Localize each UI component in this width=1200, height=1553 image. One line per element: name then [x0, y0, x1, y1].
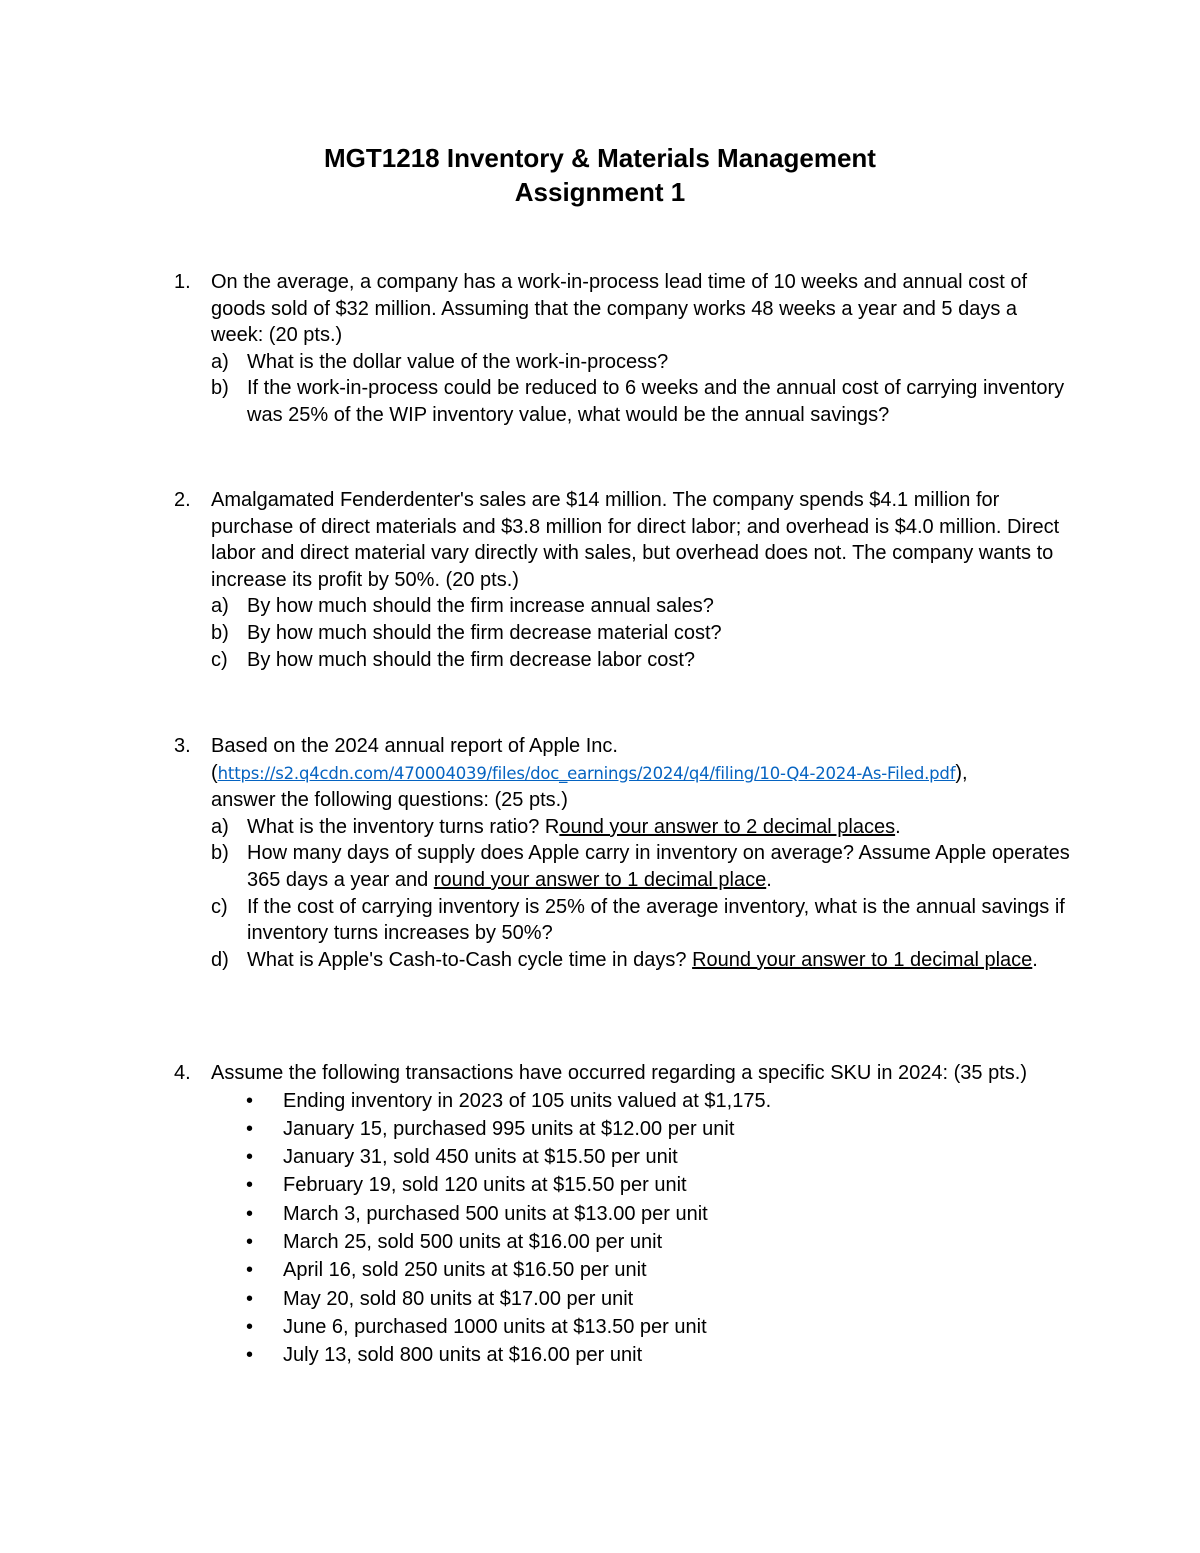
transaction-text: July 13, sold 800 units at $16.00 per unit — [283, 1344, 643, 1367]
sub-question-text: What is the inventory turns ratio? R — [247, 815, 560, 838]
transaction-item — [211, 1115, 1074, 1143]
sub-question-b — [211, 620, 1074, 647]
question-number: 3. — [174, 735, 191, 757]
sub-question-text: By how much should the firm decrease labor cost? — [247, 648, 695, 671]
question-text: On the average, a company has a work-in-process lead time of 10 weeks and annual cost of goods sold of $32 million. Assuming that the company works 48 weeks a year and 5 days a week: (20 pts.) — [211, 271, 1028, 347]
question-1 — [174, 269, 1074, 429]
transaction-item — [211, 1313, 1074, 1341]
sub-question-a — [211, 814, 1074, 841]
transaction-text: February 19, sold 120 units at $15.50 per unit — [283, 1174, 687, 1197]
bullet-point: • — [246, 1259, 254, 1282]
transaction-text: January 15, purchased 995 units at $12.00 per unit — [283, 1117, 735, 1140]
question-number: 4. — [174, 1062, 191, 1084]
question-text: Amalgamated Fenderdenter's sales are $14 million. The company spends $4.1 million for purchase of direct materials and $3.8 million for direct labor; and overhead is $4.0 million. Direct labor and direct material vary directly with sales, but overhead does not. The company wants to increase its profit by 50%. (20 pts.) — [211, 489, 1060, 591]
sub-question-text: By how much should the firm decrease material cost? — [247, 621, 722, 644]
document-title: MGT1218 Inventory & Materials Management — [324, 143, 876, 173]
sub-question-label: a) — [211, 815, 229, 838]
underlined-instruction: Round your answer to 1 decimal place — [692, 948, 1033, 971]
sub-question-label: b) — [211, 621, 229, 644]
annual-report-link[interactable]: https://s2.q4cdn.com/470004039/files/doc_earnings/2024/q4/filing/10-Q4-2024-As-Filed.pdf — [217, 763, 956, 783]
report-link-line — [211, 760, 1074, 788]
transaction-item — [211, 1143, 1074, 1171]
question-text: Based on the 2024 annual report of Apple Inc. — [211, 735, 618, 757]
question-3 — [174, 733, 1074, 973]
bullet-point: • — [246, 1315, 254, 1338]
sub-question-text: By how much should the firm increase annual sales? — [247, 595, 714, 618]
transaction-text: Ending inventory in 2023 of 105 units valued at $1,175. — [283, 1089, 772, 1112]
sub-question-text: If the cost of carrying inventory is 25% of the average inventory, what is the annual savings if inventory turns increases by 50%? — [247, 895, 1065, 945]
sub-question-text: If the work-in-process could be reduced to 6 weeks and the annual cost of carrying inventory was 25% of the WIP inventory value, what would be the annual savings? — [247, 377, 1065, 426]
document-subtitle: Assignment 1 — [514, 177, 686, 207]
sub-question-b — [211, 375, 1074, 428]
transaction-item — [211, 1087, 1074, 1115]
transaction-text: March 25, sold 500 units at $16.00 per unit — [283, 1231, 663, 1254]
sub-question-label: a) — [211, 595, 229, 618]
question-4 — [174, 1060, 1074, 1370]
bullet-point: • — [246, 1202, 254, 1225]
question-text: Assume the following transactions have occurred regarding a specific SKU in 2024: (35 pts.) — [211, 1062, 1027, 1084]
sub-question-c — [211, 894, 1074, 947]
sub-question-text-end: . — [1032, 948, 1038, 971]
sub-question-d — [211, 947, 1074, 974]
underlined-instruction: ound your answer to 2 decimal places — [559, 815, 896, 838]
sub-question-text: What is Apple's Cash-to-Cash cycle time in days? — [247, 948, 693, 971]
sub-question-label: b) — [211, 377, 229, 400]
sub-question-text-end: . — [895, 815, 901, 838]
bullet-point: • — [246, 1089, 254, 1112]
transaction-item — [211, 1341, 1074, 1369]
sub-question-label: d) — [211, 948, 229, 971]
bullet-point: • — [246, 1344, 254, 1367]
paren-open: ( — [211, 761, 218, 784]
transaction-item — [211, 1228, 1074, 1256]
sub-question-a — [211, 349, 1074, 376]
transaction-list — [211, 1087, 1074, 1370]
paren-close: ), — [955, 761, 968, 784]
sub-question-label: a) — [211, 350, 229, 373]
bullet-point: • — [246, 1117, 254, 1140]
sub-question-label: b) — [211, 842, 229, 865]
bullet-point: • — [246, 1174, 254, 1197]
sub-question-label: c) — [211, 648, 228, 671]
transaction-item — [211, 1171, 1074, 1199]
sub-question-c — [211, 647, 1074, 674]
transaction-text: April 16, sold 250 units at $16.50 per unit — [283, 1259, 647, 1282]
transaction-text: June 6, purchased 1000 units at $13.50 per unit — [283, 1315, 707, 1338]
question-2 — [174, 487, 1074, 673]
sub-question-b — [211, 840, 1074, 893]
sub-question-text-end: . — [766, 868, 772, 891]
transaction-text: May 20, sold 80 units at $17.00 per unit — [283, 1287, 634, 1310]
transaction-item — [211, 1285, 1074, 1313]
transaction-item — [211, 1200, 1074, 1228]
underlined-instruction: round your answer to 1 decimal place — [433, 868, 767, 891]
bullet-point: • — [246, 1287, 254, 1310]
sub-question-a — [211, 593, 1074, 620]
sub-question-text: What is the dollar value of the work-in-process? — [247, 350, 669, 373]
bullet-point: • — [246, 1231, 254, 1254]
sub-question-text: How many days of supply does Apple carry in inventory on average? Assume Apple operates 365 days a year and — [247, 842, 1070, 891]
sub-question-label: c) — [211, 895, 228, 918]
transaction-text: January 31, sold 450 units at $15.50 per unit — [283, 1146, 678, 1169]
bullet-point: • — [246, 1146, 254, 1169]
transaction-text: March 3, purchased 500 units at $13.00 per unit — [283, 1202, 708, 1225]
question-number: 1. — [174, 271, 191, 293]
transaction-item — [211, 1256, 1074, 1284]
question-text-continued: answer the following questions: (25 pts.) — [211, 789, 568, 812]
question-number: 2. — [174, 489, 191, 511]
